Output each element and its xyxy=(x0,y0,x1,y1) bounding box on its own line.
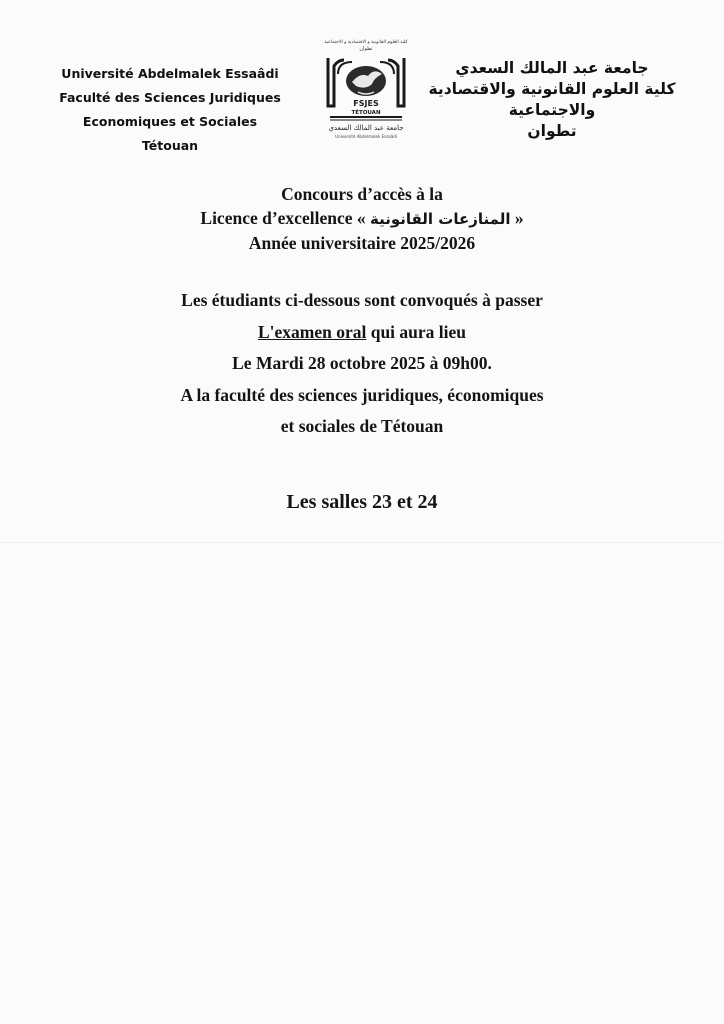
logo-acronym: FSJES xyxy=(353,99,379,108)
convocation-notice xyxy=(0,285,724,443)
title-line2-suffix: » xyxy=(510,208,524,228)
notice-line2-rest: qui aura lieu xyxy=(366,321,467,342)
academic-year: Année universitaire 2025/2026 xyxy=(248,233,476,253)
exam-rooms: Les salles 23 et 24 xyxy=(286,491,438,513)
university-name: Université Abdelmalek Essaâdi xyxy=(61,66,279,81)
paper-fold-line xyxy=(0,542,724,543)
title-line2-arabic: المنازعات القانونية xyxy=(369,210,511,228)
title-line2-prefix: Licence d’excellence « xyxy=(200,208,370,228)
logo-city-ar: تطوان xyxy=(359,46,373,52)
faculty-name-line1: Faculté des Sciences Juridiques xyxy=(59,90,281,105)
exam-date: Le Mardi 28 octobre 2025 à 09h00. xyxy=(232,353,492,373)
logo-bottom-fr: Université Abdelmalek Essaâdi xyxy=(335,134,397,139)
faculty-name-line2: Economiques et Sociales xyxy=(82,114,258,129)
exam-location-line1: A la faculté des sciences juridiques, économiques xyxy=(180,384,544,405)
university-name-ar: جامعة عبد المالك السعدي xyxy=(455,59,649,77)
logo-emblem-icon xyxy=(322,54,410,124)
logo-bottom-ar: جامعة عبد المالك السعدي xyxy=(328,124,404,132)
title-line2 xyxy=(0,206,724,231)
faculty-logo xyxy=(318,40,414,152)
exam-location-line2: et sociales de Tétouan xyxy=(280,416,444,436)
title-line1: Concours d’accès à la xyxy=(281,184,443,204)
logo-city-fr: TÉTOUAN xyxy=(351,110,381,116)
university-header-fr xyxy=(40,62,300,158)
faculty-name-ar-line1: كلية العلوم القانونية والاقتصادية xyxy=(428,80,676,98)
faculty-name-ar-line2: والاجتماعية xyxy=(508,101,596,119)
notice-line2 xyxy=(0,317,724,349)
university-header-ar xyxy=(422,58,682,142)
city-name: Tétouan xyxy=(141,138,199,153)
city-name-ar: تطوان xyxy=(527,122,577,140)
notice-line1: Les étudiants ci-dessous sont convoqués à passer xyxy=(181,290,543,310)
exam-type: L'examen oral xyxy=(257,321,367,342)
logo-top-text: كلية العلوم القانونية و الاقتصادية و الاجتماعية xyxy=(324,40,408,45)
document-title xyxy=(0,182,724,255)
